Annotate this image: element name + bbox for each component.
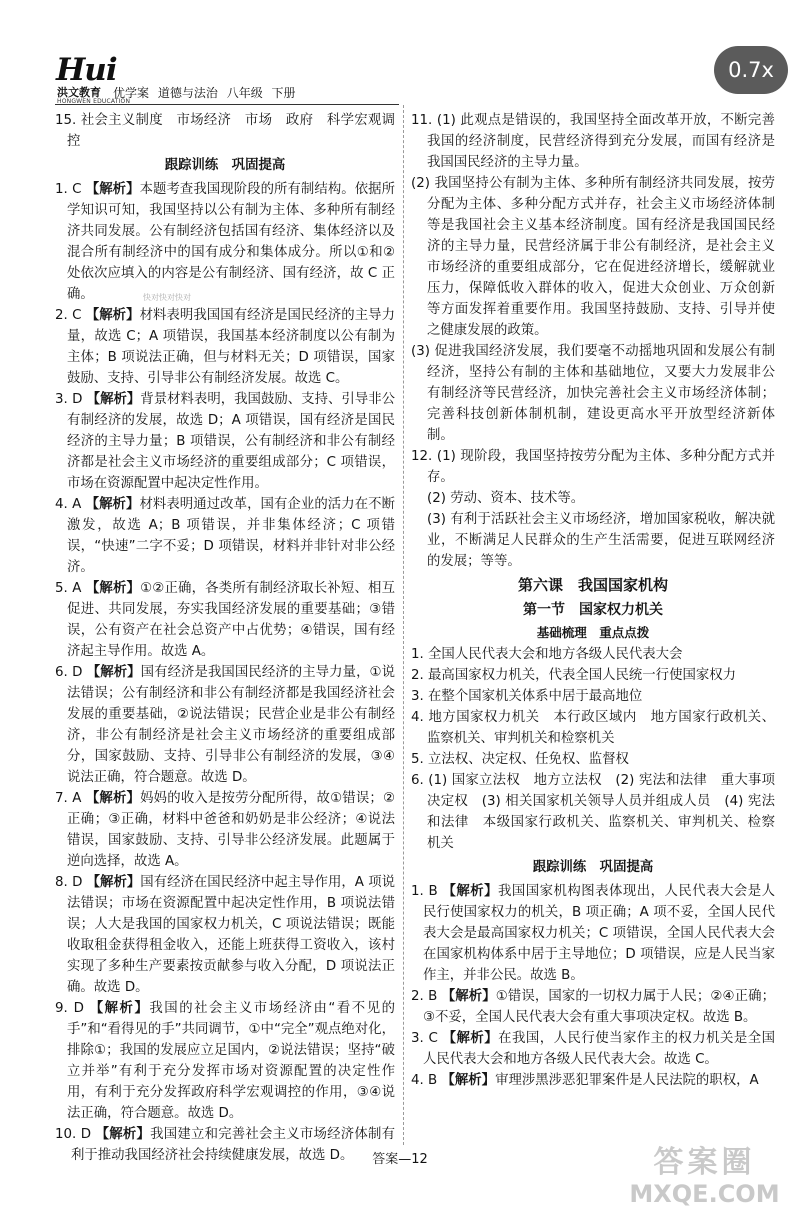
question-answer-text: 社会主义制度 市场经济 市场 政府 科学宏观调控 (67, 113, 395, 149)
book-info (113, 86, 301, 100)
basics-number: 6. (411, 773, 424, 788)
answer-item (411, 1070, 775, 1091)
answer-choice: D (72, 665, 83, 680)
book-grade: 八年级 (226, 86, 263, 100)
basics-item (411, 644, 775, 665)
answer-item (55, 578, 395, 662)
watermark-site-url: MXQE.COM (629, 1180, 780, 1208)
answer-number: 3. (411, 1031, 424, 1046)
answer-choice: B (428, 989, 438, 1004)
basics-text: 在整个国家机关体系中居于最高地位 (428, 689, 643, 704)
analysis-text: 我国建立和完善社会主义市场经济体制有利于推动我国经济社会持续健康发展，故选 D。 (71, 1127, 396, 1163)
answer-choice: B (428, 884, 438, 899)
answer-number: 3. (55, 392, 68, 407)
answer-item (55, 662, 395, 788)
part-label: (3) (427, 512, 446, 527)
book-volume: 下册 (271, 86, 296, 100)
question-11-part-2 (411, 173, 775, 341)
analysis-tag: 【解析】 (86, 665, 141, 680)
answer-number: 5. (55, 581, 68, 596)
answer-choice: D (80, 1127, 92, 1142)
answer-choice: A (72, 791, 82, 806)
part-text: 有利于活跃社会主义市场经济，增加国家税收，解决就业，不断满足人民群众的生产生活需要，促进互联网经济的发展；等等。 (427, 512, 775, 569)
site-watermark (622, 1146, 787, 1208)
zoom-level-badge[interactable]: 0.7x (714, 46, 788, 94)
answer-number: 4. (55, 497, 68, 512)
left-column (55, 110, 396, 1163)
basics-item (411, 686, 775, 707)
question-11-part-1 (411, 110, 775, 173)
publisher-logo: Hui (56, 52, 117, 88)
analysis-text: 我国国家机构图表体现出，人民代表大会是人民行使国家权力的机关，B 项正确；A 项不妥，全国人民代表大会是最高国家权力机关；C 项错误，全国人民代表大会在国家机构体系中居于主导地位；D 项错误，应是人民当家作主，并非公民。故选 B。 (423, 884, 776, 983)
analysis-text: ①②正确，各类所有制经济取长补短、相互促进、共同发展，夯实我国经济发展的重要基础；③错误，公有资产在社会总资产中占优势；④错误，国有经济起主导作用。故选 A。 (67, 581, 395, 659)
analysis-tag: 【解析】 (86, 875, 141, 890)
analysis-text: 背景材料表明，我国鼓励、支持、引导非公有制经济的发展，故选 D；A 项错误，国有经济是国民经济的主导力量；B 项错误，公有制经济和非公有制经济都是社会主义市场经济的重要组成部分；C 项错误，市场在资源配置中起决定性作用。 (67, 392, 396, 491)
answer-item (55, 179, 395, 305)
analysis-text: 材料表明我国国有经济是国民经济的主导力量，故选 C；A 项错误，我国基本经济制度以公有制为主体；B 项说法正确，但与材料无关；D 项错误，国家鼓励、支持、引导非公有制经济发展。故选 C。 (67, 308, 395, 386)
section-title: 第一节 国家权力机关 (523, 602, 663, 618)
book-series: 优学案 (113, 86, 150, 100)
question-15 (55, 110, 395, 152)
answer-number: 9. (55, 1001, 68, 1016)
basics-number: 4. (411, 710, 424, 725)
answer-item (411, 986, 775, 1028)
analysis-tag: 【解析】 (441, 1073, 496, 1088)
answer-choice: D (72, 392, 83, 407)
answer-number: 1. (411, 884, 424, 899)
basics-number: 2. (411, 668, 424, 683)
answer-item (55, 494, 395, 578)
basics-item (411, 770, 775, 854)
analysis-text: 审理涉黑涉恶犯罪案件是人民法院的职权，A (495, 1073, 759, 1088)
watermark-small: 快对快对快对 (143, 293, 191, 302)
analysis-text: 在我国，人民行使当家作主的权力机关是全国人民代表大会和地方各级人民代表大会。故选 C。 (423, 1031, 776, 1067)
analysis-tag: 【解析】 (85, 581, 141, 596)
question-12-part-2 (411, 488, 775, 509)
basics-item (411, 665, 775, 686)
answer-number: 2. (411, 989, 424, 1004)
question-11-part-3 (411, 341, 775, 446)
page-number: 答案—12 (372, 1152, 428, 1167)
publisher-brand: 洪文教育 (57, 86, 101, 99)
basics-text: 立法权、决定权、任免权、监督权 (428, 752, 629, 767)
analysis-text: ①错误，国家的一切权力属于人民；②④正确；③不妥，全国人民代表大会有重大事项决定权。故选 B。 (423, 989, 776, 1025)
analysis-text: 国有经济是我国国民经济的主导力量，①说法错误；公有制经济和非公有制经济都是我国经济社会发展的重要基础，②说法错误；民营企业是非公有制经济，非公有制经济是社会主义市场经济的重要组成部分，国家鼓励、支持、引导非公有制经济的发展，③④说法正确，符合题意。故选 D。 (67, 665, 395, 785)
question-12-part-1 (411, 446, 775, 488)
answer-choice: C (72, 308, 82, 323)
answer-number: 10. (55, 1127, 77, 1142)
basics-text: 地方国家权力机关 本行政区域内 地方国家行政机关、监察机关、审判机关和检察机关 (427, 710, 775, 746)
practice-heading: 跟踪训练 巩固提高 (164, 158, 286, 173)
question-12-part-3 (411, 509, 775, 572)
right-column (411, 110, 775, 1150)
answer-item (55, 788, 395, 872)
answer-number: 1. (55, 182, 68, 197)
answer-number: 7. (55, 791, 68, 806)
answer-choice: D (72, 875, 83, 890)
question-number: 15. (55, 113, 77, 128)
part-text: 促进我国经济发展，我们要毫不动摇地巩固和发展公有制经济，坚持公有制的主体和基础地位，又要大力发展非公有制经济等民营经济，加快完善社会主义市场经济体制；完善科技创新体制机制，建设更高水平开放型经济新体制。 (427, 344, 775, 443)
answer-choice: A (72, 497, 82, 512)
analysis-tag: 【解析】 (85, 791, 141, 806)
answer-item (55, 389, 395, 494)
analysis-text: 我国的社会主义市场经济由“看不见的手”和“看得见的手”共同调节，①中“完全”观点绝对化，排除①；我国的发展应立足国内，②说法错误；坚持“破立并举”有利于充分发挥市场对资源配置的决定性作用，有利于充分发挥政府科学宏观调控的作用，③④说法正确，符合题意。故选 D。 (67, 1001, 396, 1121)
analysis-tag: 【解析】 (85, 497, 140, 512)
part-label: (1) (436, 113, 456, 128)
analysis-tag: 【解析】 (442, 1031, 499, 1046)
answer-number: 4. (411, 1073, 424, 1088)
basics-item (411, 749, 775, 770)
basics-item (411, 707, 775, 749)
part-text: 我国坚持公有制为主体、多种所有制经济共同发展，按劳分配为主体、多种分配方式并存，社会主义市场经济体制等是我国社会主义基本经济制度。国有经济是我国国民经济的主导力量，民营经济属于非公有制经济，是社会主义市场经济的重要组成部分，它在促进经济增长，缓解就业压力，保障低收入群体的收入，促进大众创业、万众创新等方面发挥着重要作用。我国坚持鼓励、支持、引导并使之健康发展的政策。 (427, 176, 775, 338)
part-label: (2) (427, 491, 446, 506)
header-divider (55, 104, 399, 105)
answer-item (55, 998, 395, 1124)
part-label: (2) (411, 176, 430, 191)
answer-item (411, 881, 775, 986)
practice-heading: 跟踪训练 巩固提高 (532, 860, 654, 875)
question-number: 11. (411, 113, 433, 128)
basics-number: 5. (411, 752, 424, 767)
part-text: 现阶段，我国坚持按劳分配为主体、多种分配方式并存。 (427, 449, 775, 485)
column-divider (403, 105, 404, 1145)
answer-choice: A (72, 581, 82, 596)
answer-number: 8. (55, 875, 68, 890)
analysis-text: 材料表明通过改革，国有企业的活力在不断激发，故选 A；B 项错误，并非集体经济；C 项错误，“快速”二字不妥；D 项错误，材料并非针对非公经济。 (67, 497, 396, 575)
basics-text: 全国人民代表大会和地方各级人民代表大会 (428, 647, 683, 662)
answer-choice: B (428, 1073, 438, 1088)
basics-number: 1. (411, 647, 424, 662)
part-label: (3) (411, 344, 430, 359)
part-label: (1) (436, 449, 456, 464)
lesson-title: 第六课 我国国家机构 (517, 576, 668, 594)
analysis-tag: 【解析】 (86, 392, 141, 407)
analysis-text: 国有经济在国民经济中起主导作用，A 项说法错误；市场在资源配置中起决定性作用，B 项说法错误；人大是我国的国家权力机关，C 项说法错误；既能收取租金获得租金收入，还能上班获得工资收入，该村实现了多种生产要素按贡献参与收入分配，D 项说法正确。故选 D。 (67, 875, 395, 995)
part-text: 劳动、资本、技术等。 (450, 491, 585, 506)
answer-item (55, 872, 395, 998)
analysis-tag: 【解析】 (85, 308, 140, 323)
answer-choice: D (73, 1001, 84, 1016)
answer-item (55, 305, 395, 389)
analysis-tag: 【解析】 (95, 1127, 151, 1142)
analysis-text: 妈妈的收入是按劳分配所得，故①错误；②正确；③正确，材料中爸爸和奶奶是非公经济；④说法错误，国家鼓励、支持、引导非公经济发展。此题属于逆向选择，故选 A。 (67, 791, 395, 869)
basics-text: 最高国家权力机关，代表全国人民统一行使国家权力 (428, 668, 737, 683)
answer-item (411, 1028, 775, 1070)
publisher-brand-en: HONGWEN EDUCATION (57, 98, 131, 105)
answer-number: 6. (55, 665, 68, 680)
analysis-tag: 【解析】 (442, 884, 498, 899)
answer-choice: C (428, 1031, 438, 1046)
book-subject: 道德与法治 (157, 86, 218, 100)
analysis-tag: 【解析】 (85, 182, 140, 197)
analysis-tag: 【解析】 (89, 1001, 150, 1016)
part-text: 此观点是错误的，我国坚持全面改革开放，不断完善我国的经济制度，民营经济得到充分发展，而国有经济是我国国民经济的主导力量。 (427, 113, 775, 170)
analysis-tag: 【解析】 (441, 989, 496, 1004)
basics-text: (1) 国家立法权 地方立法权 (2) 宪法和法律 重大事项决定权 (3) 相关国家机关领导人员并组成人员 (4) 宪法和法律 本级国家行政机关、监察机关、审判机关、检察机关 (427, 773, 775, 851)
basics-number: 3. (411, 689, 424, 704)
basics-heading: 基础梳理 重点点拨 (536, 625, 650, 640)
answer-number: 2. (55, 308, 68, 323)
answer-choice: C (72, 182, 82, 197)
analysis-text: 本题考查我国现阶段的所有制结构。依据所学知识可知，我国坚持以公有制为主体、多种所有制经济共同发展。公有制经济包括国有经济、集体经济以及混合所有制经济中的国有成分和集体成分。所以①和②处依次应填入的内容是公有制经济、国有经济，故 C 正确。 (67, 182, 395, 302)
watermark-site-name: 答案圈 (653, 1145, 756, 1180)
question-number: 12. (411, 449, 433, 464)
